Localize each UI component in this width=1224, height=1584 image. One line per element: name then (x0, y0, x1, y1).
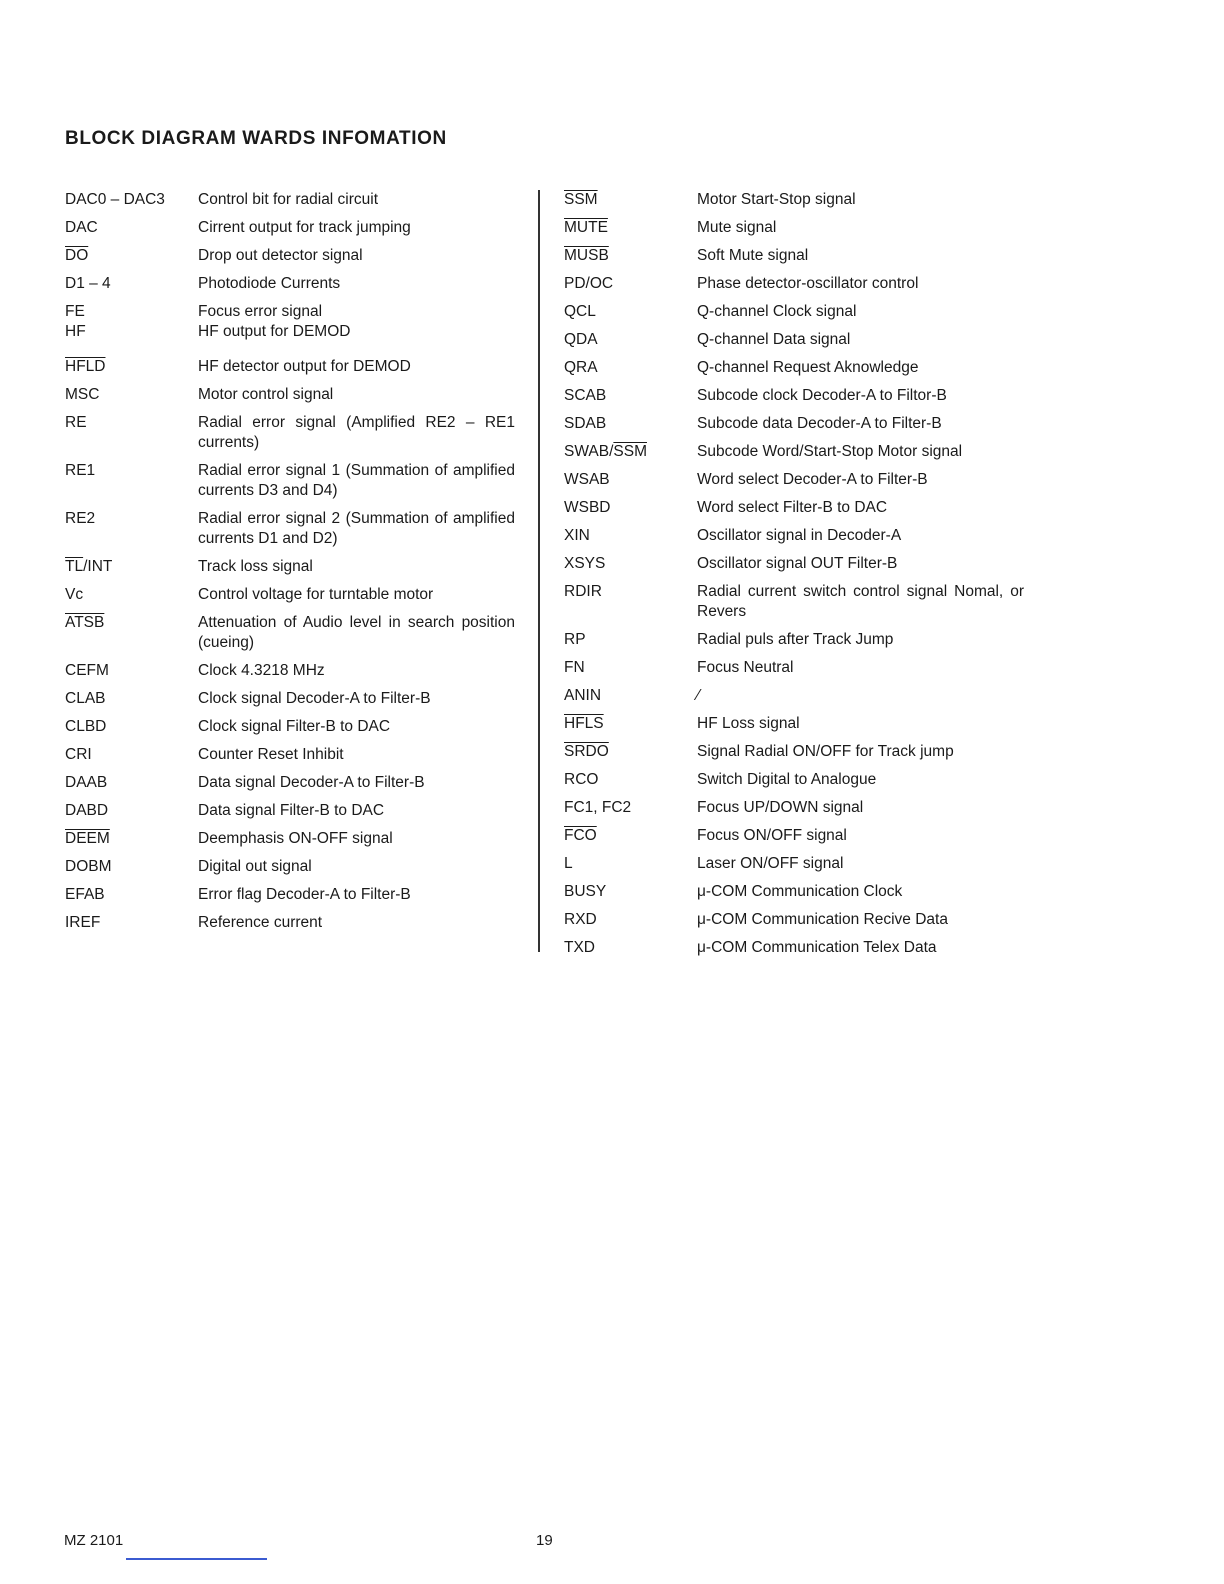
term-abbreviation: CRI (65, 746, 92, 763)
term-abbreviation: DAC0 – DAC3 (65, 191, 165, 208)
glossary-row (564, 770, 1024, 790)
glossary-row (564, 686, 1024, 706)
glossary-row (564, 330, 1024, 350)
term-abbreviation: HF (65, 323, 86, 340)
term-description: Switch Digital to Analogue (697, 771, 877, 788)
term-abbreviation: RCO (564, 771, 599, 788)
glossary-row (564, 554, 1024, 574)
term-abbreviation: ATSB (65, 614, 105, 631)
term-description: Q-channel Clock signal (697, 303, 857, 320)
left-glossary-column (65, 190, 515, 933)
term-abbreviation: DAC (65, 219, 98, 236)
term-description: Word select Filter-B to DAC (697, 499, 888, 516)
term-abbreviation: Vc (65, 586, 84, 603)
glossary-row (65, 357, 515, 377)
term-abbreviation: RDIR (564, 583, 602, 600)
term-abbreviation: SWAB/$\overline{SSM}$ (564, 443, 647, 460)
glossary-row (564, 582, 1024, 622)
glossary-row (65, 829, 515, 849)
term-description: Digital out signal (198, 858, 312, 875)
glossary-row (564, 798, 1024, 818)
term-description: Radial current switch control signal Nomal, or Revers (697, 583, 1024, 620)
glossary-row (65, 885, 515, 905)
term-abbreviation: CEFM (65, 662, 109, 679)
term-description: Oscillator signal in Decoder-A (697, 527, 902, 544)
glossary-row (65, 509, 515, 549)
glossary-row (564, 470, 1024, 490)
term-abbreviation: EFAB (65, 886, 105, 903)
term-description: Focus ON/OFF signal (697, 827, 847, 844)
glossary-row (65, 190, 515, 210)
right-glossary-column (564, 190, 1024, 958)
term-abbreviation: DAAB (65, 774, 108, 791)
term-abbreviation: CLBD (65, 718, 107, 735)
glossary-row (564, 742, 1024, 762)
term-description: HF Loss signal (697, 715, 800, 732)
page-title: BLOCK DIAGRAM WARDS INFOMATION (65, 128, 447, 149)
term-abbreviation: L (564, 855, 573, 872)
glossary-row (564, 442, 1024, 462)
term-description: Q-channel Data signal (697, 331, 851, 348)
term-description: Soft Mute signal (697, 247, 809, 264)
term-abbreviation: RP (564, 631, 586, 648)
term-abbreviation: XIN (564, 527, 590, 544)
term-abbreviation: MUSB (564, 247, 609, 264)
term-description: Laser ON/OFF signal (697, 855, 844, 872)
glossary-row (564, 302, 1024, 322)
term-abbreviation: FC1, FC2 (564, 799, 632, 816)
glossary-row (564, 358, 1024, 378)
term-abbreviation: TXD (564, 939, 595, 956)
glossary-row (564, 274, 1024, 294)
glossary-row (65, 913, 515, 933)
term-description: Subcode clock Decoder-A to Filtor-B (697, 387, 947, 404)
glossary-row (65, 585, 515, 605)
term-abbreviation: MUTE (564, 219, 608, 236)
glossary-row (564, 882, 1024, 902)
term-abbreviation: RXD (564, 911, 597, 928)
term-description: Subcode data Decoder-A to Filter-B (697, 415, 942, 432)
term-description: ⁄ (697, 687, 700, 704)
term-abbreviation: SRDO (564, 743, 609, 760)
glossary-row (65, 801, 515, 821)
glossary-row (65, 745, 515, 765)
glossary-row (65, 413, 515, 453)
term-abbreviation: HFLS (564, 715, 604, 732)
glossary-row (65, 274, 515, 294)
glossary-row (564, 414, 1024, 434)
term-abbreviation: D1 – 4 (65, 275, 111, 292)
term-description: Clock 4.3218 MHz (198, 662, 325, 679)
term-description: Motor control signal (198, 386, 334, 403)
term-description: HF detector output for DEMOD (198, 358, 411, 375)
term-abbreviation: BUSY (564, 883, 607, 900)
term-abbreviation: DABD (65, 802, 109, 819)
glossary-row (564, 826, 1024, 846)
term-abbreviation: IREF (65, 914, 101, 931)
term-description: Q-channel Request Aknowledge (697, 359, 919, 376)
term-abbreviation: WSAB (564, 471, 610, 488)
glossary-row (564, 630, 1024, 650)
term-abbreviation: RE (65, 414, 87, 431)
term-description: Subcode Word/Start-Stop Motor signal (697, 443, 963, 460)
glossary-row (564, 498, 1024, 518)
glossary-row (564, 246, 1024, 266)
term-description: Radial puls after Track Jump (697, 631, 894, 648)
glossary-row (65, 857, 515, 877)
glossary-row (564, 658, 1024, 678)
term-description: Drop out detector signal (198, 247, 363, 264)
term-description: μ-COM Communication Clock (697, 883, 903, 900)
glossary-row (65, 661, 515, 681)
column-divider (538, 190, 540, 952)
term-description: Photodiode Currents (198, 275, 341, 292)
term-description: Radial error signal (Amplified RE2 – RE1 currents) (198, 414, 515, 451)
term-description: Radial error signal 2 (Summation of amplified currents D1 and D2) (198, 510, 515, 547)
term-description: Data signal Decoder-A to Filter-B (198, 774, 425, 791)
term-description: HF output for DEMOD (198, 323, 351, 340)
glossary-row (65, 461, 515, 501)
glossary-row (65, 689, 515, 709)
term-abbreviation: XSYS (564, 555, 606, 572)
glossary-row (564, 714, 1024, 734)
term-description: Deemphasis ON-OFF signal (198, 830, 393, 847)
glossary-row (65, 385, 515, 405)
term-description: Word select Decoder-A to Filter-B (697, 471, 928, 488)
term-abbreviation: DEEM (65, 830, 110, 847)
term-description: Clock signal Decoder-A to Filter-B (198, 690, 431, 707)
term-description: Cirrent output for track jumping (198, 219, 411, 236)
glossary-row (65, 246, 515, 266)
term-description: μ-COM Communication Telex Data (697, 939, 937, 956)
term-description: Signal Radial ON/OFF for Track jump (697, 743, 954, 760)
term-abbreviation: FN (564, 659, 585, 676)
glossary-row (564, 938, 1024, 958)
term-abbreviation: FE (65, 303, 85, 320)
glossary-row (564, 190, 1024, 210)
glossary-row (65, 613, 515, 653)
glossary-row (65, 773, 515, 793)
term-description: Control voltage for turntable motor (198, 586, 434, 603)
term-abbreviation: WSBD (564, 499, 611, 516)
term-description: Counter Reset Inhibit (198, 746, 344, 763)
footer-model: MZ 2101 (64, 1532, 124, 1549)
term-description: Attenuation of Audio level in search position (cueing) (198, 614, 515, 651)
term-description: Oscillator signal OUT Filter-B (697, 555, 898, 572)
term-description: Track loss signal (198, 558, 313, 575)
term-description: Phase detector-oscillator control (697, 275, 919, 292)
glossary-row (564, 386, 1024, 406)
term-abbreviation: QCL (564, 303, 596, 320)
glossary-row (65, 557, 515, 577)
term-description: Motor Start-Stop signal (697, 191, 856, 208)
page-number: 19 (536, 1532, 553, 1549)
term-description: Data signal Filter-B to DAC (198, 802, 385, 819)
glossary-row (65, 717, 515, 737)
glossary-row (65, 302, 515, 322)
glossary-row (564, 526, 1024, 546)
term-description: Radial error signal 1 (Summation of amplified currents D3 and D4) (198, 462, 515, 499)
glossary-row (564, 910, 1024, 930)
footer-rule (126, 1558, 267, 1560)
term-description: Clock signal Filter-B to DAC (198, 718, 391, 735)
term-abbreviation: QDA (564, 331, 598, 348)
term-abbreviation: ANIN (564, 687, 602, 704)
term-description: μ-COM Communication Recive Data (697, 911, 948, 928)
glossary-row (65, 322, 515, 342)
term-abbreviation: QRA (564, 359, 598, 376)
term-abbreviation: $\overline{TL}$/INT (65, 558, 113, 575)
term-description: Focus error signal (198, 303, 323, 320)
term-abbreviation: $\overline{SSM}$ (564, 191, 598, 208)
term-description: Control bit for radial circuit (198, 191, 379, 208)
term-description: Reference current (198, 914, 323, 931)
term-abbreviation: RE1 (65, 462, 96, 479)
term-description: Focus UP/DOWN signal (697, 799, 864, 816)
glossary-row (564, 854, 1024, 874)
term-abbreviation: DOBM (65, 858, 112, 875)
term-description: Focus Neutral (697, 659, 794, 676)
term-description: Mute signal (697, 219, 777, 236)
term-description: Error flag Decoder-A to Filter-B (198, 886, 411, 903)
term-abbreviation: RE2 (65, 510, 96, 527)
term-abbreviation: $\overline{FCO}$ (564, 827, 597, 844)
term-abbreviation: SDAB (564, 415, 607, 432)
glossary-row (564, 218, 1024, 238)
term-abbreviation: $\overline{DO}$ (65, 247, 89, 264)
glossary-row (65, 218, 515, 238)
term-abbreviation: PD/OC (564, 275, 614, 292)
term-abbreviation: HFLD (65, 358, 106, 375)
term-abbreviation: SCAB (564, 387, 607, 404)
term-abbreviation: CLAB (65, 690, 106, 707)
term-abbreviation: MSC (65, 386, 100, 403)
